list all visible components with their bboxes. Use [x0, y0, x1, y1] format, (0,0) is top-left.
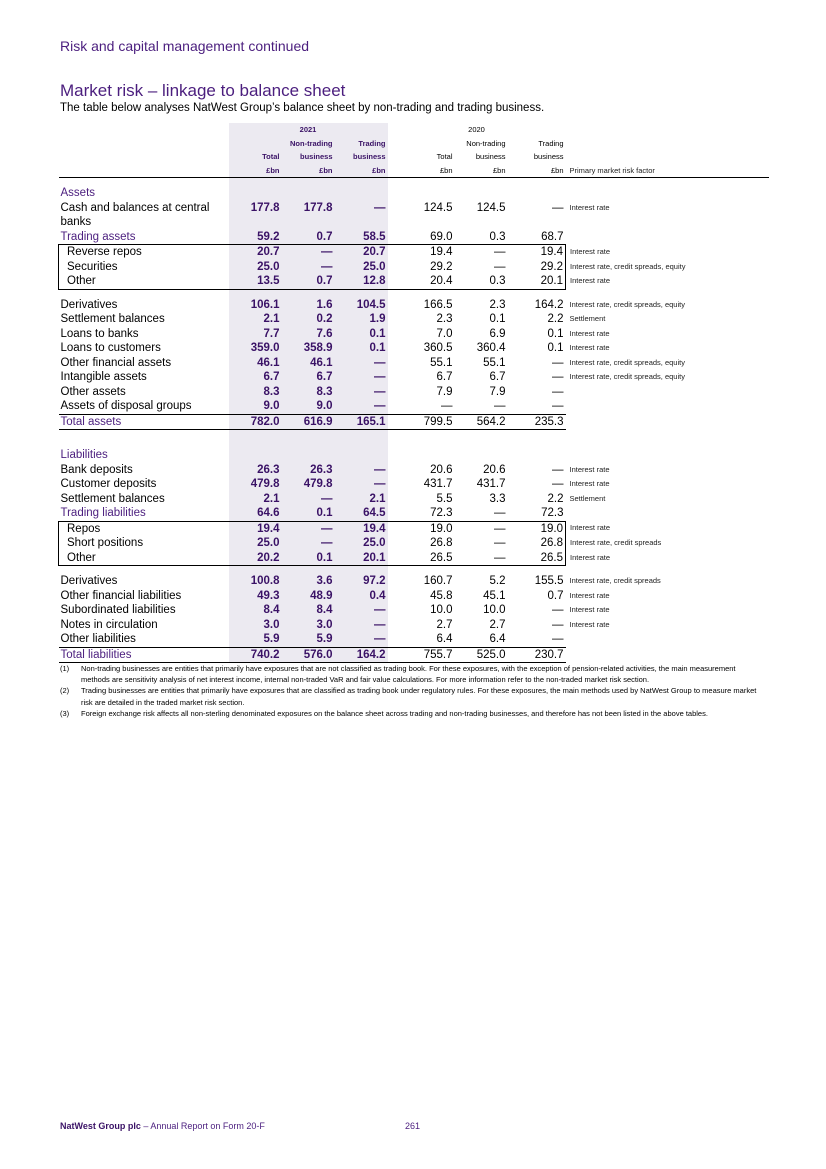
cell-tr20: —	[552, 633, 564, 645]
cell-nt21: —	[282, 260, 335, 275]
row-label: Other	[59, 551, 229, 566]
table-row	[59, 603, 769, 618]
cell-t21: 49.3	[229, 589, 282, 604]
cell-nt20: 6.9	[489, 327, 506, 340]
cell-t20: 20.6	[430, 463, 453, 476]
footer-report: – Annual Report on Form 20-F	[140, 1121, 265, 1131]
cell-tr21: —	[335, 385, 388, 400]
cell-t21: 46.1	[229, 356, 282, 371]
cell-t21: 19.4	[229, 521, 282, 536]
page-footer	[60, 1121, 265, 1131]
risk-factor: Interest rate	[569, 343, 610, 352]
cell-nt21: 1.6	[282, 298, 335, 313]
cell-nt21: 3.6	[282, 574, 335, 589]
cell-t20: 6.7	[436, 371, 453, 383]
risk-factor: Settlement	[569, 493, 606, 503]
cell-t20: 124.5	[423, 201, 453, 214]
cell-nt21: 8.4	[282, 603, 335, 618]
cell-t20: 7.9	[436, 385, 453, 398]
cell-tr21: 0.1	[335, 327, 388, 342]
section-header: Risk and capital management continued	[60, 38, 310, 54]
cell-nt21: 0.7	[282, 230, 335, 245]
risk-factor: Interest rate	[569, 605, 610, 614]
cell-t21: 359.0	[229, 341, 282, 356]
section-heading: Liabilities	[60, 449, 108, 461]
cell-t20: 20.4	[388, 274, 455, 289]
row-label: Total liabilities	[59, 647, 229, 663]
cell-tr21: 0.4	[335, 589, 388, 604]
cell-nt20: 525.0	[455, 647, 508, 663]
risk-factor	[566, 506, 769, 521]
cell-t21: 740.2	[229, 647, 282, 663]
cell-tr21: —	[335, 463, 388, 478]
cell-tr21: —	[335, 603, 388, 618]
cell-nt20: 6.7	[489, 371, 506, 383]
cell-tr20: 235.3	[508, 414, 566, 430]
cell-tr20: —	[552, 356, 564, 369]
cell-t21: 3.0	[229, 618, 282, 633]
cell-t21: 26.3	[229, 463, 282, 478]
cell-tr20: 26.5	[508, 551, 566, 566]
cell-nt20: 55.1	[483, 356, 506, 369]
cell-t21: 2.1	[229, 312, 282, 327]
cell-tr20: 20.1	[508, 274, 566, 289]
cell-tr20: —	[552, 201, 564, 214]
cell-nt20: 431.7	[476, 478, 506, 490]
table-row	[59, 632, 769, 647]
cell-tr21: 164.2	[335, 647, 388, 663]
footnote-text: Trading businesses are entities that primarily have exposures that are classified as trading book under regulatory rules. For these exposures, the main methods used by NatWest Group to measure market risk are detailed in the traded market risk section.	[81, 686, 757, 707]
col-head-trading-2021: Trading	[335, 137, 388, 151]
table-row	[59, 274, 769, 289]
col-head-nontrading-2020: Non-trading	[466, 138, 506, 148]
cell-tr20: 19.4	[508, 245, 566, 260]
cell-t21: 25.0	[229, 536, 282, 551]
row-label: Assets of disposal groups	[60, 400, 192, 412]
cell-tr21: —	[335, 632, 388, 647]
unit-2020-nt: £bn	[455, 164, 508, 178]
risk-factor: Interest rate, credit spreads, equity	[570, 261, 686, 271]
cell-nt20: 0.3	[455, 274, 508, 289]
row-label: Other assets	[60, 385, 126, 398]
table-row	[59, 298, 769, 313]
cell-t20: 799.5	[388, 414, 455, 430]
cell-nt21: 5.9	[282, 632, 335, 647]
cell-nt21: 0.7	[282, 274, 335, 289]
cell-t21: 6.7	[229, 370, 282, 385]
cell-t20: 26.8	[430, 537, 453, 549]
cell-nt21: 8.3	[282, 385, 335, 400]
cell-nt20: —	[494, 260, 506, 273]
cell-nt21: 479.8	[282, 477, 335, 492]
col-head-business-2021: business	[282, 150, 335, 164]
cell-nt20: 360.4	[476, 342, 506, 354]
table-row	[59, 521, 769, 536]
cell-nt20: 45.1	[483, 589, 506, 602]
cell-nt21: —	[282, 245, 335, 260]
cell-t21: 5.9	[229, 632, 282, 647]
cell-t20: 55.1	[430, 356, 453, 369]
risk-factor: Interest rate, credit spreads, equity	[569, 357, 685, 367]
cell-t20: 19.4	[388, 245, 455, 260]
footnote	[60, 663, 766, 685]
page-title: Market risk – linkage to balance sheet	[60, 81, 346, 100]
cell-tr21: 97.2	[335, 574, 388, 589]
cell-t20: 2.7	[436, 618, 453, 631]
row-label: Settlement balances	[60, 313, 165, 325]
row-label: Total assets	[59, 414, 229, 430]
cell-nt20: 0.3	[489, 230, 506, 243]
cell-t21: 8.4	[229, 603, 282, 618]
row-label: Other financial liabilities	[60, 589, 182, 602]
table-row	[59, 399, 769, 414]
cell-t21: 7.7	[229, 327, 282, 342]
risk-factor: Interest rate	[570, 276, 611, 286]
cell-t21: 20.7	[229, 245, 282, 260]
cell-tr20: —	[552, 385, 564, 398]
cell-tr21: —	[335, 201, 388, 230]
table-row	[59, 341, 769, 356]
cell-tr21: 1.9	[335, 312, 388, 327]
cell-tr21: 25.0	[335, 260, 388, 275]
cell-t20: 10.0	[430, 604, 453, 616]
year-2020-heading: 2020	[468, 125, 485, 134]
cell-nt20: 124.5	[476, 201, 506, 214]
cell-t21: 8.3	[229, 385, 282, 400]
risk-factor	[566, 385, 769, 400]
cell-tr20: 2.2	[547, 313, 564, 325]
cell-tr21: —	[335, 399, 388, 414]
header-row-years	[59, 123, 769, 137]
cell-t20: 19.0	[388, 521, 455, 536]
cell-tr21: 19.4	[335, 521, 388, 536]
cell-t20: —	[441, 400, 453, 412]
cell-t20: 26.5	[388, 551, 455, 566]
risk-factor: Interest rate	[569, 590, 610, 600]
col-head-business-2020: business	[475, 152, 506, 161]
col-head-nontrading-2021: Non-trading	[282, 137, 335, 151]
risk-factor: Interest rate, credit spreads, equity	[569, 299, 685, 309]
cell-tr21: 58.5	[335, 230, 388, 245]
cell-nt20: —	[455, 245, 508, 260]
cell-t21: 9.0	[229, 399, 282, 414]
cell-nt21: 0.1	[282, 551, 335, 566]
cell-tr21: 2.1	[335, 492, 388, 507]
cell-nt21: 7.6	[282, 327, 335, 342]
cell-nt20: 2.7	[489, 618, 506, 631]
cell-t21: 106.1	[229, 298, 282, 313]
cell-nt21: 177.8	[282, 201, 335, 230]
cell-nt21: 0.2	[282, 312, 335, 327]
table-row	[59, 385, 769, 400]
cell-t20: 431.7	[423, 478, 453, 490]
cell-nt21: 576.0	[282, 647, 335, 663]
header-row-1	[59, 137, 769, 151]
footnote	[60, 708, 766, 719]
cell-tr20: 164.2	[534, 298, 564, 311]
footnote-text: Foreign exchange risk affects all non-sterling denominated exposures on the balance sheet across trading and non-trading businesses, and therefore has not been listed in the above tables.	[81, 708, 708, 718]
col-head-business-2020b: business	[533, 152, 564, 161]
cell-nt20: —	[455, 551, 508, 566]
cell-nt21: 358.9	[282, 341, 335, 356]
cell-t20: 755.7	[388, 647, 455, 663]
col-head-total-2020: Total	[436, 152, 453, 161]
risk-factor: Interest rate	[570, 246, 611, 256]
risk-factor: Interest rate	[569, 464, 610, 474]
col-head-trading-2020: Trading	[538, 138, 564, 148]
row-label: Trading liabilities	[60, 507, 146, 519]
cell-t21: 64.6	[229, 506, 282, 521]
row-label: Derivatives	[60, 298, 118, 311]
row-label: Intangible assets	[60, 371, 147, 383]
table-row	[59, 230, 769, 245]
row-label: Reverse repos	[59, 245, 229, 260]
cell-nt21: 6.7	[282, 370, 335, 385]
cell-t20: 7.0	[436, 327, 453, 340]
cell-tr20: —	[552, 400, 564, 412]
footer-company: NatWest Group plc	[60, 1121, 141, 1131]
risk-factor: Interest rate	[570, 552, 611, 562]
table-row	[59, 589, 769, 604]
unit-2020-total: £bn	[388, 164, 455, 178]
cell-tr20: —	[552, 618, 564, 631]
cell-nt20: 0.1	[489, 313, 506, 325]
cell-t20: 69.0	[430, 230, 453, 243]
cell-t20: 6.4	[436, 633, 453, 645]
footnote	[60, 685, 766, 707]
risk-factor	[566, 399, 769, 414]
footnote-mark: (1)	[60, 664, 70, 673]
cell-nt21: 616.9	[282, 414, 335, 430]
risk-factor	[566, 632, 769, 647]
cell-tr20: 230.7	[508, 647, 566, 663]
year-2021-heading: 2021	[229, 123, 388, 137]
table-row	[59, 492, 769, 507]
section-heading: Assets	[60, 187, 96, 199]
cell-t21: 177.8	[229, 201, 282, 230]
cell-tr21: 64.5	[335, 506, 388, 521]
cell-nt20: —	[494, 507, 506, 519]
table-row	[59, 618, 769, 633]
cell-nt21: —	[282, 521, 335, 536]
row-label: Bank deposits	[60, 463, 133, 476]
cell-t20: 5.5	[436, 492, 453, 505]
footnote-text: Non-trading businesses are entities that primarily have exposures that are not classified as trading book. For these exposures, with the exception of pension-related activities, the main measurement methods are sensitivity analysis of net interest income, internal non-traded VaR and fair value calculations. For more information refer to the non-traded market risk section.	[81, 664, 736, 685]
cell-nt20: 564.2	[455, 414, 508, 430]
cell-nt21: —	[282, 492, 335, 507]
cell-tr21: —	[335, 370, 388, 385]
cell-t21: 13.5	[229, 274, 282, 289]
cell-tr21: 165.1	[335, 414, 388, 430]
total-row	[59, 414, 769, 430]
row-label: Securities	[59, 260, 229, 275]
cell-tr21: 20.1	[335, 551, 388, 566]
cell-tr20: —	[552, 478, 564, 490]
row-label: Repos	[59, 521, 229, 536]
footnote-mark: (2)	[60, 686, 70, 696]
row-label: Other liabilities	[60, 633, 136, 645]
table-row	[59, 245, 769, 260]
col-head-factor: Primary market risk factor	[566, 164, 769, 178]
cell-tr21: 0.1	[335, 341, 388, 356]
footnotes	[60, 663, 766, 719]
risk-factor: Interest rate	[569, 479, 610, 488]
risk-factor	[566, 230, 769, 245]
cell-nt21: 48.9	[282, 589, 335, 604]
risk-factor: Interest rate, credit spreads	[569, 576, 661, 585]
cell-t21: 782.0	[229, 414, 282, 430]
cell-nt20: 5.2	[489, 575, 506, 587]
risk-factor: Interest rate, credit spreads, equity	[569, 372, 685, 381]
cell-t20: 45.8	[430, 589, 453, 602]
cell-t20: 2.3	[436, 313, 453, 325]
footnote-mark: (3)	[60, 708, 70, 718]
cell-tr21: —	[335, 618, 388, 633]
cell-nt20: 7.9	[489, 385, 506, 398]
table-row	[59, 201, 769, 230]
cell-nt21: 9.0	[282, 399, 335, 414]
risk-factor: Interest rate	[569, 202, 610, 212]
cell-tr20: 2.2	[547, 492, 564, 505]
row-label: Cash and balances at central banks	[60, 201, 210, 228]
cell-tr21: —	[335, 356, 388, 371]
cell-t21: 25.0	[229, 260, 282, 275]
cell-tr20: 0.1	[547, 342, 564, 354]
cell-tr20: 72.3	[541, 507, 564, 519]
cell-tr20: —	[552, 371, 564, 383]
unit-2021-tr: £bn	[335, 164, 388, 178]
cell-tr20: 19.0	[508, 521, 566, 536]
row-label: Other financial assets	[60, 356, 172, 369]
table-row	[59, 574, 769, 589]
cell-tr20: 26.8	[508, 536, 566, 551]
cell-nt20: —	[494, 537, 506, 549]
cell-nt20: 2.3	[489, 298, 506, 311]
table-row	[59, 370, 769, 385]
cell-tr21: —	[335, 477, 388, 492]
unit-2021-total: £bn	[229, 164, 282, 178]
cell-tr20: 155.5	[534, 575, 564, 587]
cell-nt20: 10.0	[483, 604, 506, 616]
cell-tr21: 12.8	[335, 274, 388, 289]
cell-tr21: 104.5	[335, 298, 388, 313]
balance-sheet-table	[58, 123, 769, 663]
cell-t21: 2.1	[229, 492, 282, 507]
cell-t21: 479.8	[229, 477, 282, 492]
page-number: 261	[405, 1121, 421, 1131]
col-head-total-2021: Total	[229, 150, 282, 164]
row-label: Notes in circulation	[60, 618, 158, 631]
total-row	[59, 647, 769, 663]
row-label: Loans to banks	[60, 327, 139, 340]
cell-tr21: 20.7	[335, 245, 388, 260]
cell-tr20: —	[552, 463, 564, 476]
table-row	[59, 312, 769, 327]
cell-nt21: 0.1	[282, 506, 335, 521]
cell-nt20: 3.3	[489, 492, 506, 505]
cell-tr20: 29.2	[508, 260, 566, 275]
cell-nt21: 3.0	[282, 618, 335, 633]
row-label: Loans to customers	[60, 342, 161, 354]
table-row	[59, 477, 769, 492]
cell-t20: 72.3	[430, 507, 453, 519]
cell-t20: 29.2	[430, 260, 453, 273]
col-head-business-2021b: business	[335, 150, 388, 164]
table-row	[59, 536, 769, 551]
row-label: Short positions	[59, 536, 229, 551]
row-label: Settlement balances	[60, 492, 165, 505]
risk-factor: Settlement	[569, 314, 606, 323]
risk-factor: Interest rate	[569, 619, 610, 629]
table-row	[59, 260, 769, 275]
cell-nt20: 20.6	[483, 463, 506, 476]
table-row	[59, 327, 769, 342]
table-row	[59, 356, 769, 371]
header-row-units	[59, 164, 769, 178]
cell-t21: 20.2	[229, 551, 282, 566]
risk-factor: Interest rate	[569, 328, 610, 338]
table-row	[59, 506, 769, 521]
risk-factor: Interest rate, credit spreads	[570, 538, 662, 547]
table-row	[59, 463, 769, 478]
cell-tr20: 68.7	[541, 230, 564, 243]
cell-nt20: —	[494, 400, 506, 412]
row-label: Trading assets	[60, 230, 136, 243]
cell-tr20: 0.7	[547, 589, 564, 602]
cell-tr20: 0.1	[547, 327, 564, 340]
row-label: Derivatives	[60, 575, 118, 587]
cell-nt21: 46.1	[282, 356, 335, 371]
unit-2021-nt: £bn	[282, 164, 335, 178]
cell-t21: 100.8	[229, 574, 282, 589]
unit-2020-tr: £bn	[508, 164, 566, 178]
cell-nt21: —	[282, 536, 335, 551]
cell-nt21: 26.3	[282, 463, 335, 478]
cell-t20: 360.5	[423, 342, 453, 354]
cell-nt20: —	[455, 521, 508, 536]
cell-tr20: —	[552, 604, 564, 616]
cell-nt20: 6.4	[489, 633, 506, 645]
header-row-2	[59, 150, 769, 164]
row-label: Other	[59, 274, 229, 289]
cell-t20: 160.7	[423, 575, 453, 587]
row-label: Customer deposits	[60, 478, 157, 490]
row-label: Subordinated liabilities	[60, 604, 176, 616]
intro-text: The table below analyses NatWest Group’s balance sheet by non-trading and trading business.	[60, 102, 545, 114]
cell-t21: 59.2	[229, 230, 282, 245]
table-row	[59, 551, 769, 566]
risk-factor: Interest rate	[570, 523, 611, 533]
cell-tr21: 25.0	[335, 536, 388, 551]
cell-t20: 166.5	[423, 298, 453, 311]
